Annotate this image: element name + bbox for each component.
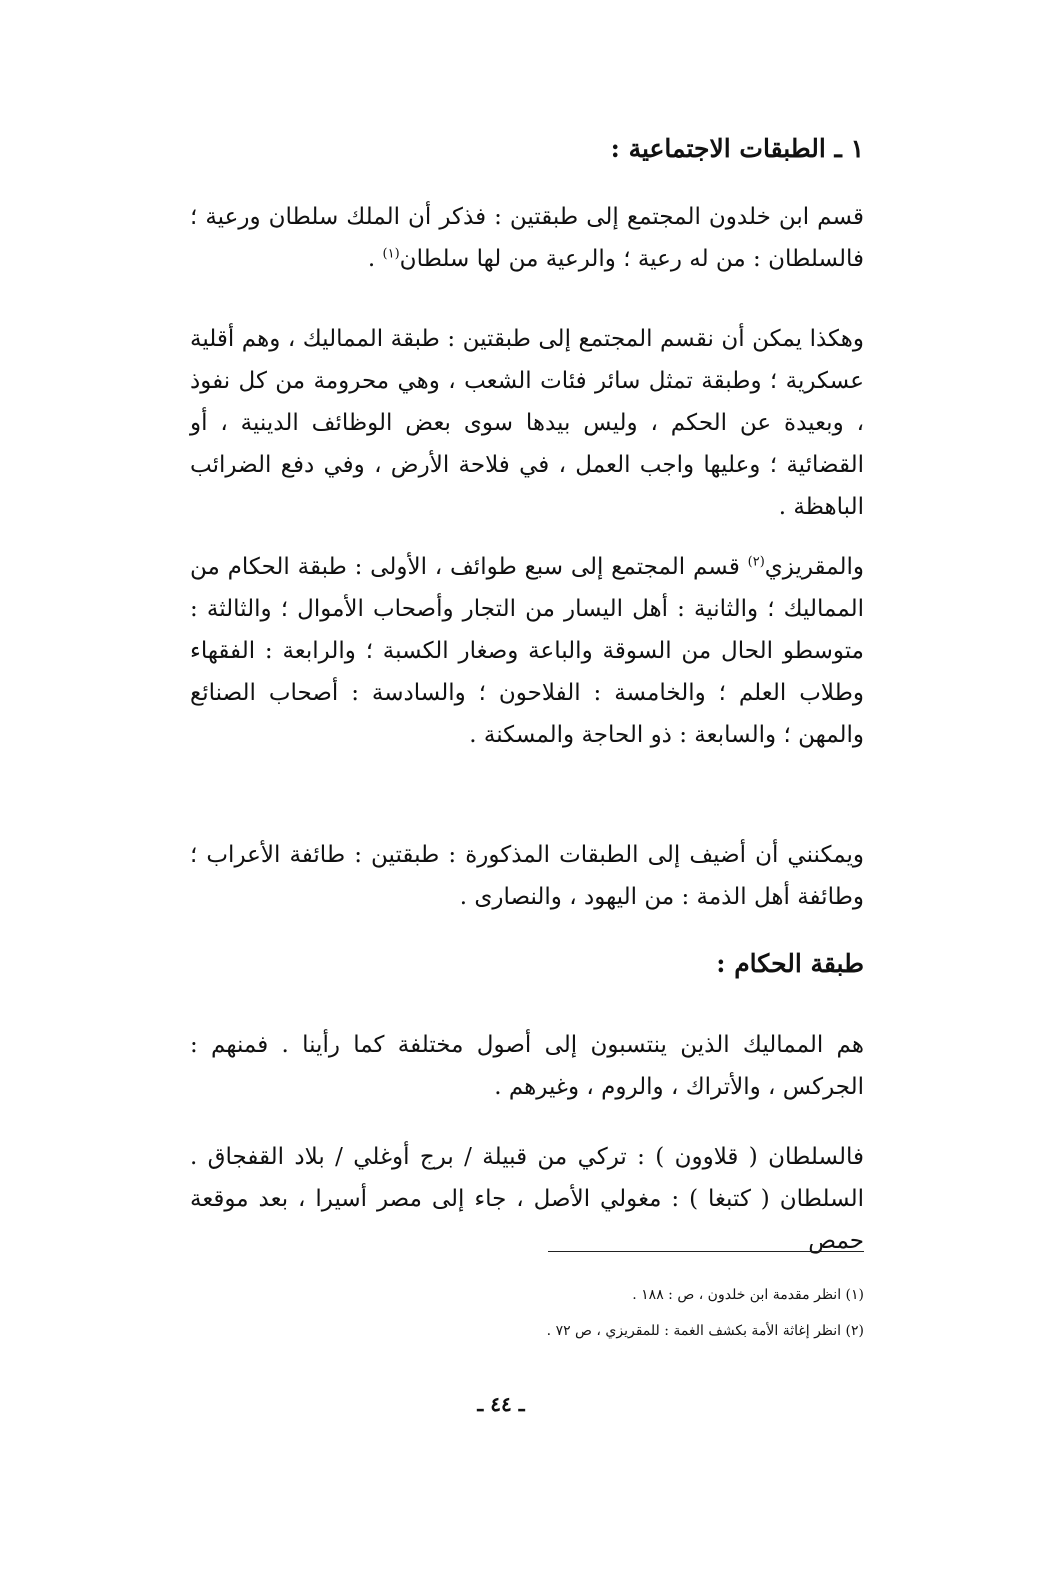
paragraph-mamluks: هم المماليك الذين ينتسبون إلى أصول مختلفة كما رأينا . فمنهم : الجركس ، والأتراك ، والروم ، وغيرهم .: [190, 1032, 864, 1100]
page-number: ـ ٤٤ ـ: [477, 1392, 525, 1416]
footnote-2: (٢) انظر إغاثة الأمة بكشف الغمة : للمقريزي ، ص ٧٢ .: [546, 1323, 864, 1339]
paragraph-two-classes: وهكذا يمكن أن نقسم المجتمع إلى طبقتين : طبقة المماليك ، وهم أقلية عسكرية ؛ وطبقة تمثل سائر فئات الشعب ، وهي محرومة من كل نفوذ ، وبعيدة عن الحكم ، وليس بيدها سوى بعض الوظائف الدينية ، أو القضائية ؛ وعليها واجب العمل ، في فلاحة الأرض ، وفي دفع الضرائب الباهظة .: [190, 326, 864, 520]
footnote-ref-2[interactable]: (٢): [747, 554, 765, 570]
paragraph-ibn-khaldun-text: قسم ابن خلدون المجتمع إلى طبقتين : فذكر أن الملك سلطان ورعية ؛ فالسلطان : من له رعية ؛ والرعية من لها سلطان: [190, 204, 864, 272]
section-heading-social-classes: ١ ـ الطبقات الاجتماعية :: [610, 134, 864, 163]
paragraph-additional-classes: ويمكنني أن أضيف إلى الطبقات المذكورة : طبقتين : طائفة الأعراب ؛ وطائفة أهل الذمة : من اليهود ، والنصارى .: [190, 842, 864, 910]
section-heading-rulers: طبقة الحكام :: [716, 949, 864, 978]
footnote-ref-1[interactable]: (١): [382, 246, 400, 262]
paragraph-maqrizi-text: قسم المجتمع إلى سبع طوائف ، الأولى : طبقة الحكام من المماليك ؛ والثانية : أهل اليسار من التجار وأصحاب الأموال ؛ والثالثة : متوسطو الحال من السوقة والباعة وصغار الكسبة ؛ والرابعة : الفقهاء وطلاب العلم ؛ والخامسة : الفلاحون ؛ والسادسة : أصحاب الصنائع والمهن ؛ والسابعة : ذو الحاجة والمسكنة .: [190, 554, 864, 748]
footnote-separator: [548, 1251, 864, 1252]
paragraph-maqrizi: [190, 546, 864, 756]
paragraph-maqrizi-start: والمقريزي: [764, 554, 864, 580]
paragraph-ibn-khaldun-end: .: [367, 246, 383, 272]
paragraph-ibn-khaldun: [190, 196, 864, 280]
paragraph-sultans: فالسلطان ( قلاوون ) : تركي من قبيلة / برج أوغلي / بلاد القفجاق . السلطان ( كتبغا ) : مغولي الأصل ، جاء إلى مصر أسيرا ، بعد موقعة حمص: [190, 1144, 864, 1254]
footnote-1: (١) انظر مقدمة ابن خلدون ، ص : ١٨٨ .: [632, 1287, 864, 1303]
